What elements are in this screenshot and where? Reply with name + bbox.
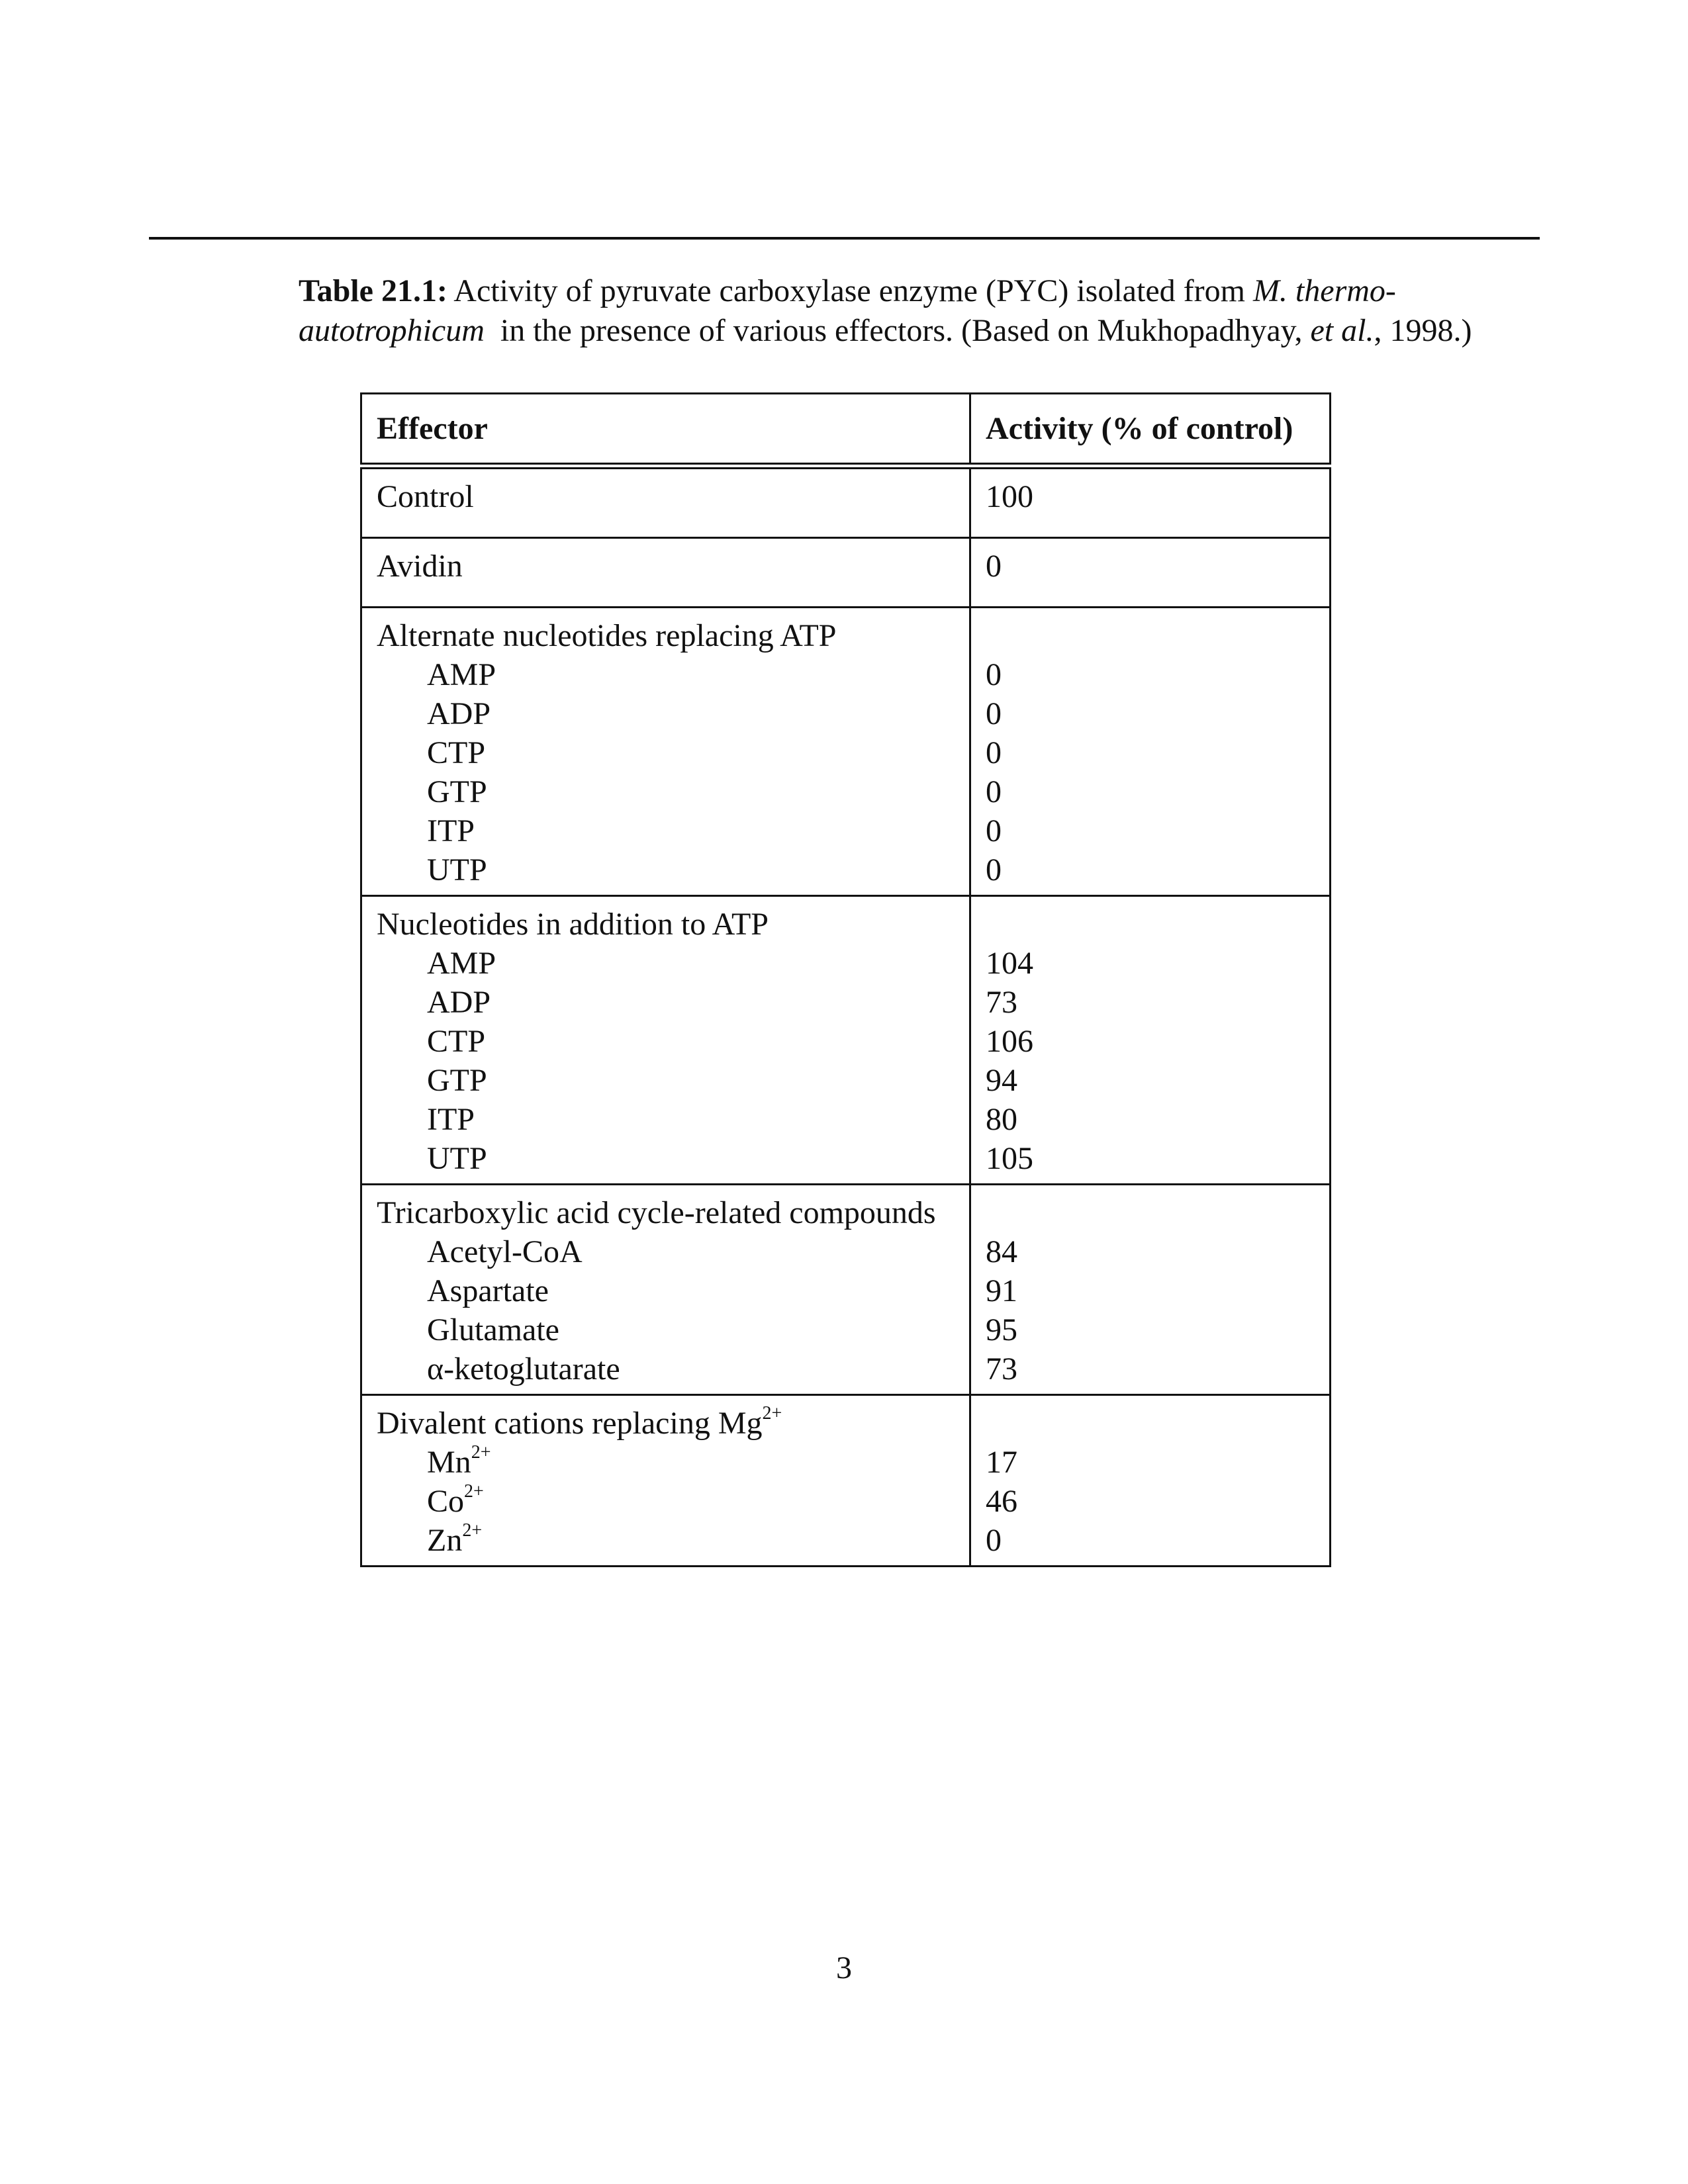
effector-item: GTP	[427, 774, 487, 809]
header-effector: Effector	[361, 394, 970, 467]
activity-value: 0	[986, 657, 1002, 692]
caption-line-2	[299, 311, 1556, 351]
table-row	[361, 538, 1331, 608]
effector-item	[377, 1443, 955, 1482]
group-title: Tricarboxylic acid cycle-related compounds	[377, 1195, 936, 1230]
effector-cell	[361, 896, 970, 1185]
header-rule	[149, 237, 1540, 240]
effector-item: Aspartate	[427, 1273, 549, 1308]
activity-value: 73	[986, 985, 1017, 1020]
effector-item: α-ketoglutarate	[427, 1351, 620, 1387]
table-row-group	[361, 896, 1331, 1185]
superscript: 2+	[762, 1403, 782, 1424]
effector-item: ITP	[427, 813, 475, 848]
effector-item: ADP	[427, 985, 491, 1020]
caption-text-1: Activity of pyruvate carboxylase enzyme (PYC) isolated from	[447, 273, 1253, 308]
group-title-text: Divalent cations replacing Mg	[377, 1406, 763, 1441]
table-row-group	[361, 1395, 1331, 1567]
effector-item: CTP	[427, 735, 486, 770]
effector-cell: Avidin	[361, 538, 970, 608]
activity-value: 104	[986, 946, 1033, 981]
activity-value: 73	[986, 1351, 1017, 1387]
activity-value: 94	[986, 1063, 1017, 1098]
ion-symbol: Zn	[427, 1523, 463, 1558]
caption-text-3: , 1998.)	[1374, 313, 1472, 348]
superscript: 2+	[462, 1520, 483, 1541]
group-title	[377, 1404, 955, 1443]
effector-item: AMP	[427, 946, 496, 981]
effector-item: GTP	[427, 1063, 487, 1098]
ion-symbol: Mn	[427, 1445, 471, 1480]
activity-value: 17	[986, 1445, 1017, 1480]
effector-cell	[361, 608, 970, 896]
activity-value: 0	[986, 696, 1002, 731]
header-activity: Activity (% of control)	[970, 394, 1331, 467]
effector-item: UTP	[427, 852, 487, 887]
activity-cell	[970, 1185, 1331, 1395]
effector-item	[377, 1521, 955, 1560]
caption-species-1: M. thermo-	[1252, 273, 1396, 308]
activity-cell	[970, 1395, 1331, 1567]
caption-etal: et al.	[1310, 313, 1374, 348]
activity-value: 0	[986, 774, 1002, 809]
effector-cell	[361, 1185, 970, 1395]
effector-item: ADP	[427, 696, 491, 731]
effector-item: AMP	[427, 657, 496, 692]
effector-item: Glutamate	[427, 1312, 559, 1347]
table-row-group	[361, 1185, 1331, 1395]
caption-text-2: in the presence of various effectors. (Based on Mukhopadhyay,	[484, 313, 1311, 348]
superscript: 2+	[464, 1481, 484, 1502]
group-title: Alternate nucleotides replacing ATP	[377, 618, 837, 653]
table-row-group	[361, 608, 1331, 896]
activity-cell: 0	[970, 538, 1331, 608]
activity-value: 0	[986, 1523, 1002, 1558]
page-number: 3	[836, 1950, 852, 1985]
activity-cell	[970, 896, 1331, 1185]
activity-value: 95	[986, 1312, 1017, 1347]
effector-item: CTP	[427, 1024, 486, 1059]
caption-line-1	[299, 271, 1556, 311]
activity-value: 0	[986, 852, 1002, 887]
effector-item: ITP	[427, 1102, 475, 1137]
table-caption	[299, 271, 1556, 351]
ion-symbol: Co	[427, 1484, 465, 1519]
activity-value: 0	[986, 813, 1002, 848]
effector-table	[360, 392, 1331, 1567]
caption-species-2: autotrophicum	[299, 313, 485, 348]
effector-item	[377, 1482, 955, 1521]
activity-value: 106	[986, 1024, 1033, 1059]
effector-cell	[361, 1395, 970, 1567]
activity-cell: 100	[970, 466, 1331, 538]
superscript: 2+	[471, 1442, 491, 1463]
activity-cell	[970, 608, 1331, 896]
effector-item: UTP	[427, 1141, 487, 1176]
activity-value: 0	[986, 735, 1002, 770]
activity-value: 84	[986, 1234, 1017, 1269]
activity-value: 91	[986, 1273, 1017, 1308]
activity-value: 80	[986, 1102, 1017, 1137]
table-row	[361, 466, 1331, 538]
group-title: Nucleotides in addition to ATP	[377, 907, 769, 942]
activity-value: 46	[986, 1484, 1017, 1519]
effector-cell: Control	[361, 466, 970, 538]
table-header-row	[361, 394, 1331, 467]
activity-value: 105	[986, 1141, 1033, 1176]
caption-label: Table 21.1:	[299, 273, 447, 308]
effector-item: Acetyl-CoA	[427, 1234, 583, 1269]
